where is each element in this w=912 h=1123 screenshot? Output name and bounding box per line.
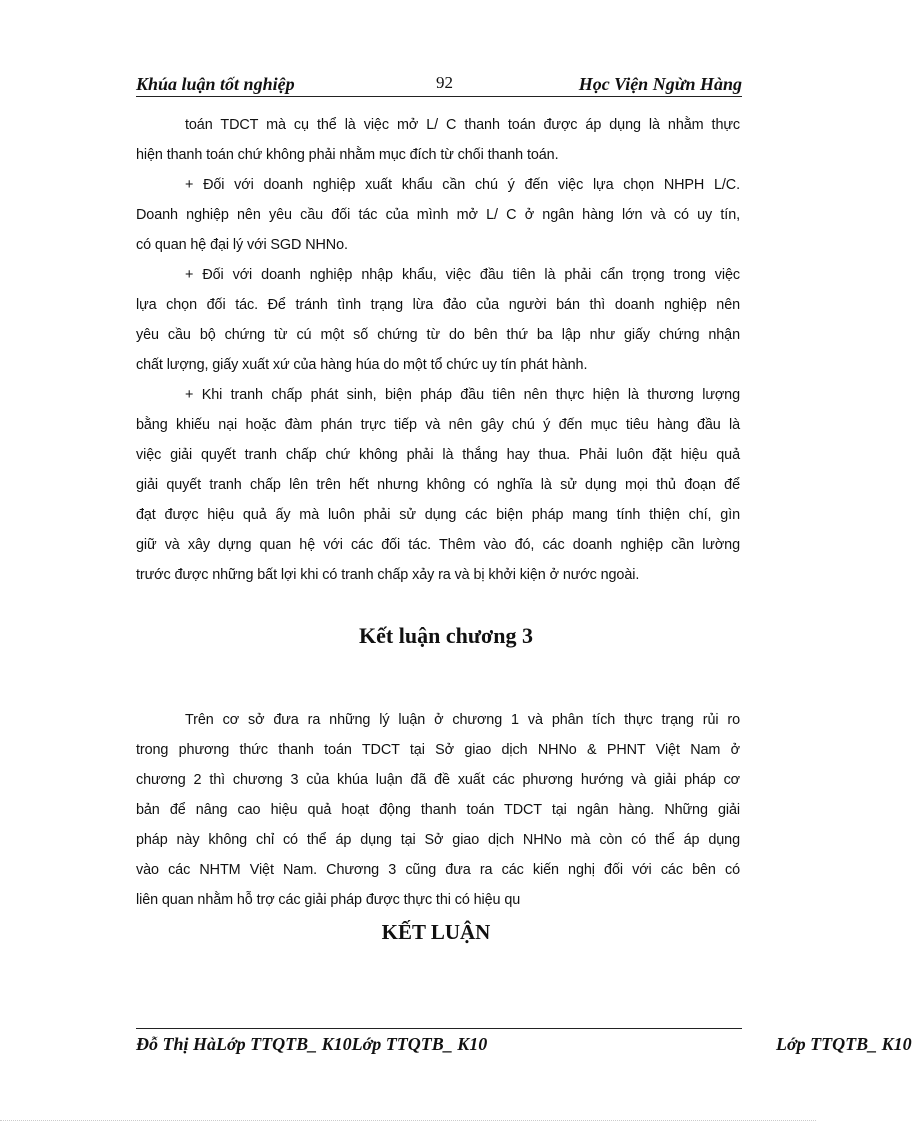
footer-author: Đỗ Thị HàLớp TTQTB_ K10Lớp TTQTB_ K10 (136, 1034, 488, 1054)
header-thesis-label: Khúa luận tốt nghiệp (136, 74, 295, 94)
text-line: + Đối với doanh nghiệp xuất khẩu cần chú ý đến việc lựa chọn NHPH L/C. (185, 177, 740, 193)
text-line: giải quyết tranh chấp lên trên hết nhưng không có nghĩa là sử dụng mọi thủ đoạn để (136, 477, 740, 493)
page-edge-divider (0, 1120, 816, 1121)
text-line: chương 2 thì chương 3 của khúa luận đã đề xuất các phương hướng và giải pháp cơ (136, 772, 740, 788)
text-line: hiện thanh toán chứ không phải nhằm mục đích từ chối thanh toán. (136, 147, 559, 163)
footer-class: Lớp TTQTB_ K10 (776, 1034, 912, 1054)
text-line: yêu cầu bộ chứng từ cú một số chứng từ do bên thứ ba lập như giấy chứng nhận (136, 327, 740, 343)
text-line: bản để nâng cao hiệu quả hoạt động thanh toán TDCT tại ngân hàng. Những giải (136, 802, 740, 818)
text-line: toán TDCT mà cụ thể là việc mở L/ C thanh toán được áp dụng là nhằm thực (185, 117, 740, 133)
text-line: vào các NHTM Việt Nam. Chương 3 cũng đưa ra các kiến nghị đối với các bên có (136, 862, 740, 878)
page-header (136, 72, 742, 97)
page-number: 92 (436, 73, 453, 92)
header-institution: Học Viện Ngừn Hàng (578, 74, 742, 94)
conclusion-title: KẾT LUẬN (381, 920, 491, 944)
text-line: trong phương thức thanh toán TDCT tại Sở giao dịch NHNo & PHNT Việt Nam ở (136, 742, 740, 758)
text-line: Trên cơ sở đưa ra những lý luận ở chương 1 và phân tích thực trạng rủi ro (185, 712, 740, 728)
text-line: trước được những bất lợi khi có tranh chấp xảy ra và bị khởi kiện ở nước ngoài. (136, 567, 640, 583)
text-line: liên quan nhằm hỗ trợ các giải pháp được thực thi có hiệu qu (136, 892, 521, 908)
text-line: + Đối với doanh nghiệp nhập khẩu, việc đầu tiên là phải cẩn trọng trong việc (185, 267, 740, 283)
text-line: bằng khiếu nại hoặc đàm phán trực tiếp và nên gây chú ý đến mục tiêu hàng đầu là (136, 417, 740, 433)
text-line: có quan hệ đại lý với SGD NHNo. (136, 237, 348, 253)
text-line: pháp này không chỉ có thể áp dụng tại Sở giao dịch NHNo mà còn có thể áp dụng (136, 832, 740, 848)
text-line: việc giải quyết tranh chấp chứ không phải là thắng hay thua. Phải luôn đặt hiệu quả (136, 447, 740, 463)
text-line: giữ và xây dựng quan hệ với các đối tác. Thêm vào đó, các doanh nghiệp cần lường (136, 537, 740, 553)
text-line: lựa chọn đối tác. Để tránh tình trạng lừa đảo của người bán thì doanh nghiệp nên (136, 297, 740, 313)
text-line: + Khi tranh chấp phát sinh, biện pháp đầu tiên nên thực hiện là thương lượng (185, 387, 740, 403)
text-line: chất lượng, giấy xuất xứ của hàng húa do một tổ chức uy tín phát hành. (136, 357, 588, 373)
footer-divider (136, 1028, 742, 1029)
text-line: đạt được hiệu quả ấy mà luôn phải sử dụng các biện pháp mang tính thiện chí, gìn (136, 507, 740, 523)
section-title: Kết luận chương 3 (359, 623, 533, 648)
text-line: Doanh nghiệp nên yêu cầu đối tác của mình mở L/ C ở ngân hàng lớn và có uy tín, (136, 207, 740, 223)
